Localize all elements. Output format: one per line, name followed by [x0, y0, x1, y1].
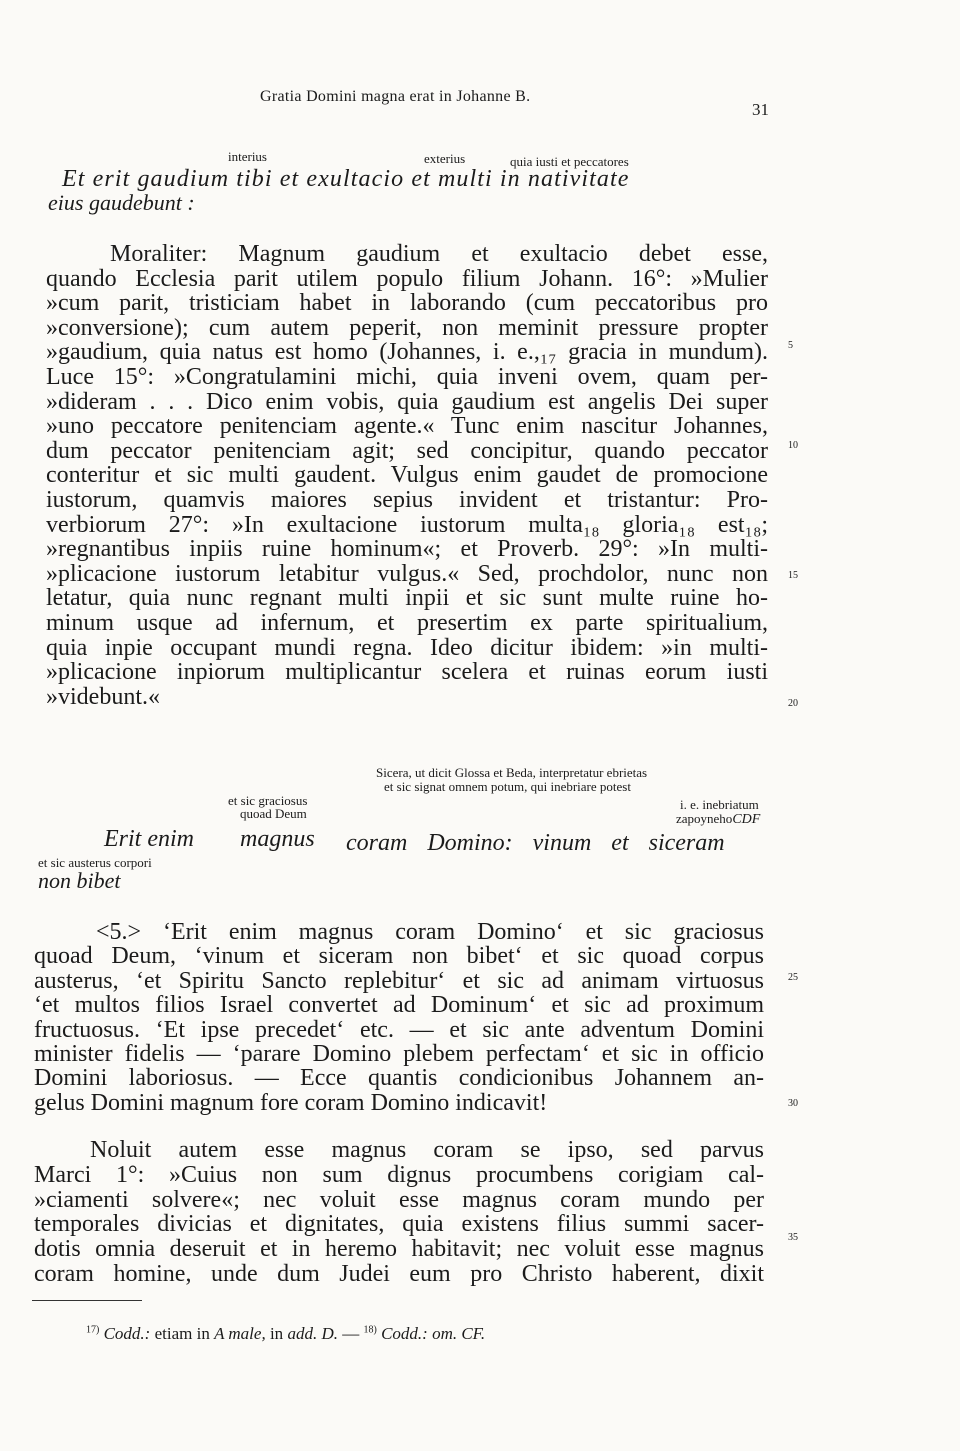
commentary-paragraph-2	[34, 920, 764, 1115]
text-line: iustorum, quamvis maiores sepius invident et tristantur: Pro-	[46, 487, 768, 513]
gloss-czech	[676, 812, 760, 827]
text-line: quoad Deum, ‘vinum et siceram non bibet‘ et sic quoad corpus	[34, 944, 764, 969]
gloss-interius: interius	[228, 149, 267, 164]
text-line: conteritur et sic multi gaudent. Vulgus enim gaudet de promocione	[46, 463, 768, 488]
footnote-marker-18: 18)	[363, 1324, 377, 1336]
footnote-rule	[32, 1300, 142, 1301]
text-line: »gaudium, quia natus est homo (Johannes, i. e.,₁₇ gracia in mundum).	[46, 340, 768, 365]
text-line: <5.> ‘Erit enim magnus coram Domino‘ et sic graciosus	[96, 920, 764, 945]
gloss-inebriatum: i. e. inebriatum	[680, 797, 759, 812]
lemma-erit-enim: Erit enim	[104, 826, 194, 852]
line-number: 30	[788, 1098, 798, 1109]
gloss-exterius: exterius	[424, 151, 466, 166]
line-number: 35	[788, 1232, 798, 1243]
text-line: Domini laboriosus. — Ecce quantis condicionibus Johannem an-	[34, 1066, 764, 1091]
text-line: minister fidelis — ‘parare Domino plebem perfectam‘ et sic in officio	[34, 1042, 764, 1067]
footnote-add-d: add. D.	[287, 1324, 338, 1343]
line-number: 25	[788, 972, 798, 983]
gloss-graciosus: et sic graciosus	[228, 793, 308, 808]
text-line: minum usque ad infernum, et presertim ex parte spiritualium,	[46, 610, 768, 636]
text-line: »uno peccatore penitenciam agente.« Tunc enim nascitur Johannes,	[46, 414, 768, 439]
page-number: 31	[752, 100, 769, 119]
text-line: Marci 1°: »Cuius non sum dignus procumbens corigiam cal-	[34, 1162, 764, 1188]
footnote-om-cf: om. CF.	[432, 1324, 486, 1343]
text-line: dotis omnia deseruit et in heremo habitavit; nec voluit esse magnus	[34, 1237, 764, 1262]
text-line: dum peccator penitenciam agit; sed concipitur, quando peccator	[46, 438, 768, 464]
text-line: »conversione); cum autem peperit, non meminit pressure propter	[46, 315, 768, 341]
footnote-codd: Codd.:	[103, 1324, 151, 1343]
gloss-czech-sigla: CDF	[732, 812, 761, 827]
footnote-marker-17: 17)	[86, 1324, 100, 1336]
text-line: verbiorum 27°: »In exultacione iustorum multa₁₈ gloria₁₈ est₁₈;	[46, 512, 768, 538]
text-line: Luce 15°: »Congratulamini michi, quia inveni ovem, quam per-	[46, 364, 768, 390]
text-line: »plicacione inpiorum multiplicantur scelera et ruinas eorum iusti	[46, 660, 768, 685]
gloss-quia-iusti: quia iusti et peccatores	[510, 154, 629, 169]
running-title: Gratia Domini magna erat in Johanne B.	[260, 88, 531, 105]
lemma-coram-domino: coram Domino: vinum et siceram	[346, 830, 725, 856]
text-line: austerus, ‘et Spiritu Sancto replebitur‘ et sic ad animam virtuosus	[34, 968, 764, 994]
lemma-magnus: magnus	[240, 826, 315, 852]
footnote-text: etiam in	[154, 1324, 210, 1343]
text-line: »videbunt.«	[46, 684, 160, 710]
footnote	[86, 1324, 485, 1344]
text-line: coram homine, unde dum Judei eum pro Christo haberent, dixit	[34, 1261, 764, 1287]
line-number: 20	[788, 698, 798, 709]
commentary-paragraph-1	[46, 242, 768, 709]
text-line: »ciamenti solvere«; nec voluit esse magnus coram mundo per	[34, 1187, 764, 1213]
gloss-sicera: Sicera, ut dicit Glossa et Beda, interpretatur ebrietas	[376, 765, 648, 780]
text-line: »cum parit, tristiciam habet in laborando (cum peccatoribus pro	[46, 291, 768, 316]
footnote-text: in	[269, 1324, 284, 1343]
text-line: »dideram . . . Dico enim vobis, quia gaudium est angelis Dei super	[46, 389, 768, 415]
line-number: 5	[788, 340, 793, 351]
lemma-non-bibet: non bibet	[38, 868, 121, 893]
text-line: »regnantibus inpiis ruine hominum«; et Proverb. 29°: »In multi-	[46, 537, 768, 562]
text-line: quia inpie occupant mundi regna. Ideo dicitur ibidem: »in multi-	[46, 635, 768, 661]
gloss-czech-word: zapoyneho	[676, 811, 733, 826]
text-line: ‘et multos filios Israel convertet ad Dominum‘ et sic ad proximum	[34, 993, 764, 1018]
text-line: gelus Domini magnum fore coram Domino indicavit!	[34, 1090, 548, 1116]
footnote-codd: Codd.:	[381, 1324, 428, 1343]
text-line: »plicacione iustorum letabitur vulgus.« Sed, prochdolor, nunc non	[46, 561, 768, 587]
gloss-austerus: et sic austerus corpori	[38, 855, 152, 870]
text-line: Moraliter: Magnum gaudium et exultacio debet esse,	[110, 242, 768, 267]
line-number: 10	[788, 440, 798, 451]
text-line: quando Ecclesia parit utilem populo filium Johann. 16°: »Mulier	[46, 266, 768, 292]
text-line: fructuosus. ‘Et ipse precedet‘ etc. — et sic ante adventum Domini	[34, 1017, 764, 1043]
text-line: letatur, quia nunc regnant multi inpii et sic sunt multe ruine ho-	[46, 586, 768, 611]
gloss-sicera-2: et sic signat omnem potum, qui inebriare potest	[384, 779, 631, 794]
text-line: Noluit autem esse magnus coram se ipso, sed parvus	[90, 1138, 764, 1163]
text-line: temporales divicias et dignitates, quia existens filius summi sacer-	[34, 1212, 764, 1238]
gloss-quoad-deum: quoad Deum	[240, 806, 307, 821]
footnote-a-male: A male,	[214, 1324, 266, 1343]
line-number: 15	[788, 570, 798, 581]
lemma-line-2: eius gaudebunt :	[48, 190, 195, 215]
footnote-dash: —	[342, 1324, 360, 1343]
lemma-line-1: Et erit gaudium tibi et exultacio et multi in nativitate	[62, 166, 630, 192]
commentary-paragraph-3	[34, 1138, 764, 1287]
